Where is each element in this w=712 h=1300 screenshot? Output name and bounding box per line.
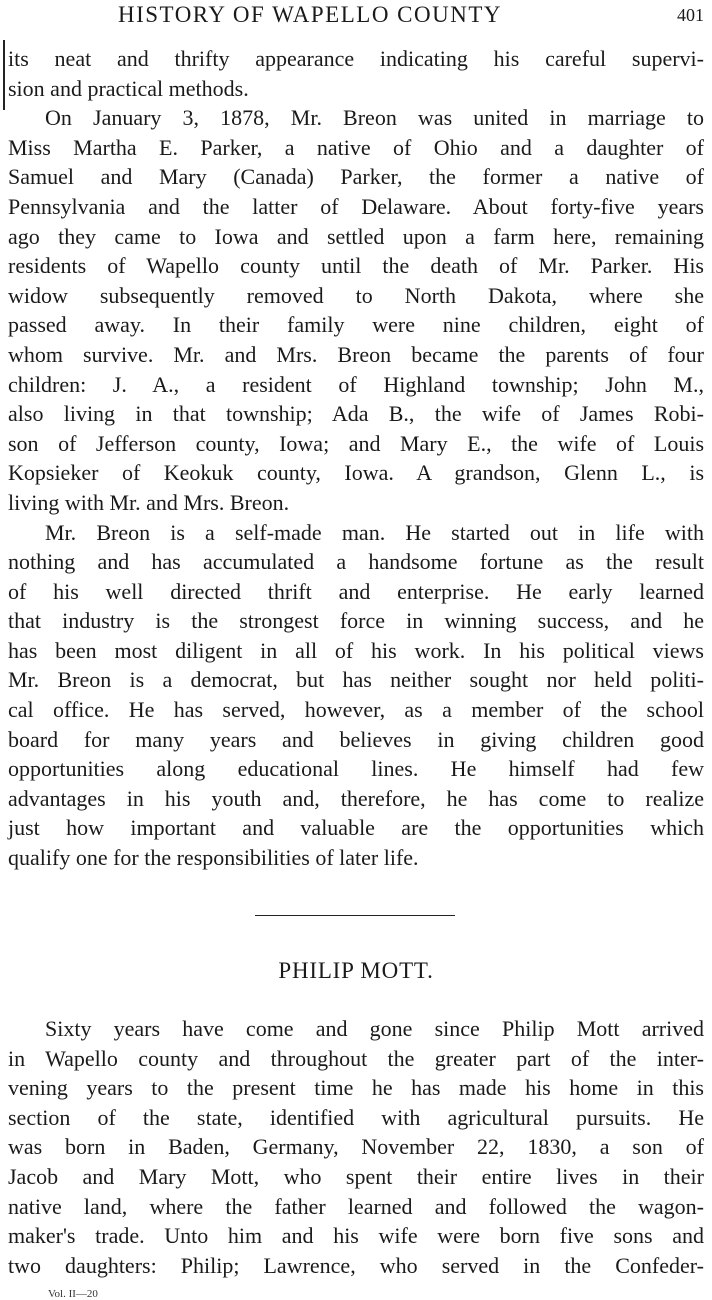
text-line: two daughters: Philip; Lawrence, who served in the Confeder- — [8, 1252, 704, 1278]
text-line: maker's trade. Unto him and his wife were born five sons and — [8, 1223, 704, 1249]
text-line: Jacob and Mary Mott, who spent their entire lives in their — [8, 1163, 704, 1189]
text-line: its neat and thrifty appearance indicating his careful supervi- — [8, 46, 704, 71]
text-line: passed away. In their family were nine children, eight of — [8, 312, 704, 338]
text-line: On January 3, 1878, Mr. Breon was united in marriage to — [45, 105, 704, 131]
section-divider — [255, 915, 455, 916]
text-line: also living in that township; Ada B., the wife of James Robi- — [8, 401, 704, 427]
text-line: Pennsylvania and the latter of Delaware. About forty-five years — [8, 193, 704, 219]
text-line: whom survive. Mr. and Mrs. Breon became the parents of four — [8, 341, 704, 367]
text-line: Miss Martha E. Parker, a native of Ohio and a daughter of — [8, 134, 704, 160]
text-line: Mr. Breon is a democrat, but has neither sought nor held politi- — [8, 667, 704, 693]
text-line: widow subsequently removed to North Dakota, where she — [8, 282, 704, 308]
text-line: just how important and valuable are the opportunities which — [8, 815, 704, 841]
text-line: ago they came to Iowa and settled upon a farm here, remaining — [8, 223, 704, 249]
text-line: section of the state, identified with agricultural pursuits. He — [8, 1104, 704, 1130]
text-line: Samuel and Mary (Canada) Parker, the former a native of — [8, 164, 704, 190]
text-line: Kopsieker of Keokuk county, Iowa. A grandson, Glenn L., is — [8, 460, 704, 486]
text-line: living with Mr. and Mrs. Breon. — [8, 489, 290, 515]
text-line: native land, where the father learned and followed the wagon- — [8, 1193, 704, 1219]
mott-biography-text — [8, 1014, 704, 1280]
page-number: 401 — [677, 5, 704, 25]
text-line: vening years to the present time he has made his home in this — [8, 1075, 704, 1101]
running-head — [0, 0, 712, 32]
text-line: nothing and has accumulated a handsome fortune as the result — [8, 549, 704, 575]
text-line: board for many years and believes in giving children good — [8, 726, 704, 752]
text-line: in Wapello county and throughout the greater part of the inter- — [8, 1045, 704, 1071]
text-line: residents of Wapello county until the death of Mr. Parker. His — [8, 253, 704, 279]
scan-edge-mark — [3, 40, 5, 110]
text-line: children: J. A., a resident of Highland township; John M., — [8, 371, 704, 397]
text-line: of his well directed thrift and enterprise. He early learned — [8, 578, 704, 604]
text-line: opportunities along educational lines. He himself had few — [8, 756, 704, 782]
breon-biography-text — [8, 44, 704, 873]
text-line: cal office. He has served, however, as a member of the school — [8, 697, 704, 723]
signature-mark: Vol. II—20 — [48, 1288, 98, 1300]
section-heading: PHILIP MOTT. — [278, 958, 434, 983]
running-title: HISTORY OF WAPELLO COUNTY — [118, 2, 503, 27]
text-line: was born in Baden, Germany, November 22, 1830, a son of — [8, 1134, 704, 1160]
text-line: qualify one for the responsibilities of later life. — [8, 845, 419, 871]
text-line: Mr. Breon is a self-made man. He started out in life with — [45, 519, 704, 545]
text-line: Sixty years have come and gone since Philip Mott arrived — [45, 1016, 704, 1041]
text-line: advantages in his youth and, therefore, he has come to realize — [8, 785, 704, 811]
text-line: son of Jefferson county, Iowa; and Mary E., the wife of Louis — [8, 430, 704, 456]
text-line: that industry is the strongest force in winning success, and he — [8, 608, 704, 634]
text-line: has been most diligent in all of his work. In his political views — [8, 637, 704, 663]
text-line: sion and practical methods. — [8, 75, 249, 101]
